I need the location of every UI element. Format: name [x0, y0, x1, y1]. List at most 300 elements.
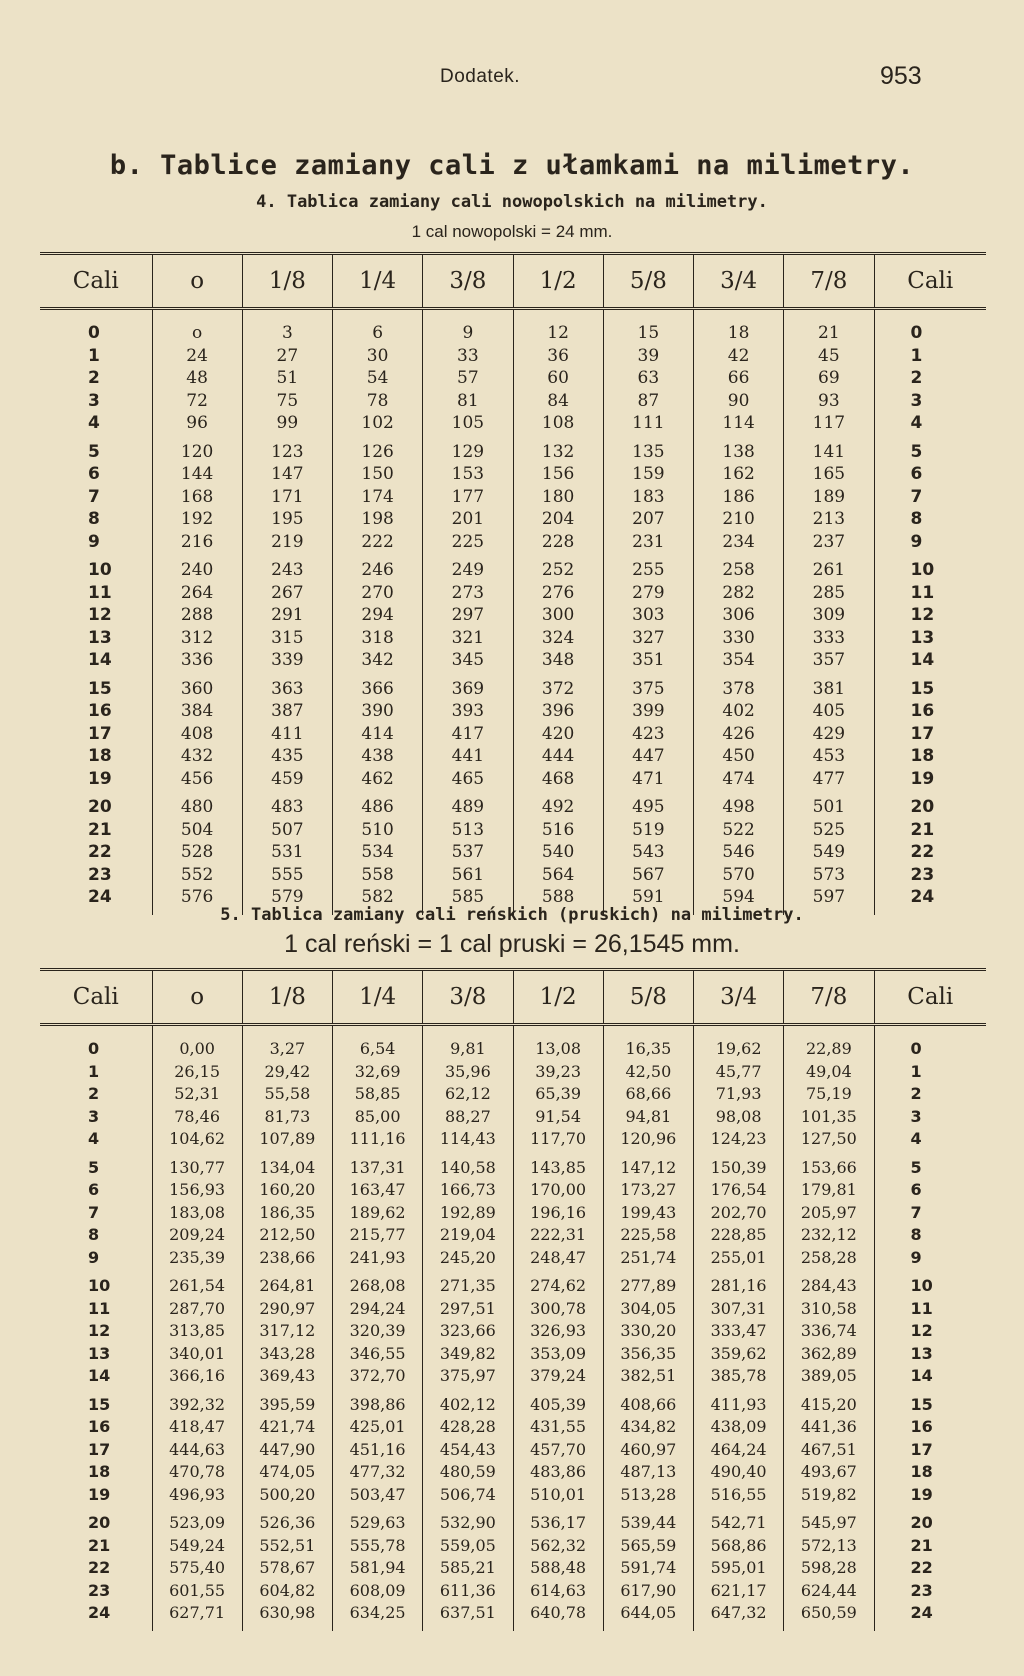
table5-column-header: 1/4	[333, 970, 423, 1025]
table4-column-header: Cali	[874, 254, 986, 309]
table-cell: 144	[152, 463, 242, 486]
table-cell: 408	[152, 723, 242, 746]
table-cell: 13,08	[513, 1025, 603, 1061]
table-cell: 425,01	[333, 1416, 423, 1439]
table-row	[40, 1461, 986, 1484]
table-cell: 138	[694, 435, 784, 464]
table-cell: 252	[513, 553, 603, 582]
table-cell: 49,04	[784, 1061, 874, 1084]
table-cell: 9,81	[423, 1025, 513, 1061]
table-cell: 477	[784, 768, 874, 791]
table-row	[40, 1580, 986, 1603]
table-row	[40, 345, 986, 368]
table-cell: 519,82	[784, 1484, 874, 1507]
table-cell: 270	[333, 582, 423, 605]
table-cell: 559,05	[423, 1535, 513, 1558]
table-cell: 52,31	[152, 1083, 242, 1106]
table-cell: 96	[152, 412, 242, 435]
table-cell: 614,63	[513, 1580, 603, 1603]
table-cell: 369,43	[242, 1365, 332, 1388]
table-cell: 248,47	[513, 1247, 603, 1270]
table-cell: 356,35	[603, 1343, 693, 1366]
row-label-left: 1	[40, 1061, 152, 1084]
row-label-right: 21	[910, 1535, 933, 1555]
table-cell: 156,93	[152, 1179, 242, 1202]
row-label-left: 20	[40, 1506, 152, 1535]
table-cell: 6,54	[333, 1025, 423, 1061]
table5-column-header: 3/4	[694, 970, 784, 1025]
table-cell: 420	[513, 723, 603, 746]
table-cell: 134,04	[242, 1151, 332, 1180]
row-label-left: 16	[40, 1416, 152, 1439]
table-cell: 549,24	[152, 1535, 242, 1558]
table-cell: 470,78	[152, 1461, 242, 1484]
row-label-left: 1	[40, 345, 152, 368]
table-cell: 258,28	[784, 1247, 874, 1270]
table-cell: 459	[242, 768, 332, 791]
table-cell: 241,93	[333, 1247, 423, 1270]
table5-body	[40, 1025, 986, 1631]
table-cell: 477,32	[333, 1461, 423, 1484]
table-cell: 588,48	[513, 1557, 603, 1580]
table-cell: 327	[603, 627, 693, 650]
row-label-right: 12	[910, 1321, 933, 1341]
table-cell: 120,96	[603, 1128, 693, 1151]
table-row	[40, 745, 986, 768]
table-cell: 498	[694, 790, 784, 819]
table-cell: 360	[152, 672, 242, 701]
table-cell: 33	[423, 345, 513, 368]
table-cell: 255	[603, 553, 693, 582]
table-row	[40, 1365, 986, 1388]
table-row	[40, 435, 986, 464]
table5-column-header: 3/8	[423, 970, 513, 1025]
table-cell: 198	[333, 508, 423, 531]
table-cell: 87	[603, 390, 693, 413]
table-cell: 189,62	[333, 1202, 423, 1225]
row-label-left: 14	[40, 649, 152, 672]
table-cell: 58,85	[333, 1083, 423, 1106]
table-cell: 513	[423, 819, 513, 842]
table-row	[40, 1484, 986, 1507]
table-cell: 309	[784, 604, 874, 627]
table-cell: 576	[152, 886, 242, 915]
table-cell: 323,66	[423, 1320, 513, 1343]
table-cell: 510	[333, 819, 423, 842]
table5-column-header: Cali	[874, 970, 986, 1025]
table-cell: 317,12	[242, 1320, 332, 1343]
table-cell: 471	[603, 768, 693, 791]
table-cell: 346,55	[333, 1343, 423, 1366]
table-cell: 290,97	[242, 1298, 332, 1321]
table-row	[40, 1224, 986, 1247]
row-label-right: 6	[910, 464, 923, 485]
table-cell: 75,19	[784, 1083, 874, 1106]
table5-title: 5. Tablica zamiany cali reńskich (pruskich) na milimetry.	[220, 905, 804, 925]
table-cell: 156	[513, 463, 603, 486]
table-cell: 171	[242, 486, 332, 509]
table-row	[40, 723, 986, 746]
table-cell: 183,08	[152, 1202, 242, 1225]
table-cell: 399	[603, 700, 693, 723]
table-cell: 108	[513, 412, 603, 435]
table-cell: 19,62	[694, 1025, 784, 1061]
table-cell: 392,32	[152, 1388, 242, 1417]
row-label-left: 8	[40, 1224, 152, 1247]
table-cell: 532,90	[423, 1506, 513, 1535]
table-cell: 279	[603, 582, 693, 605]
table-cell: 447,90	[242, 1439, 332, 1462]
table-cell: 267	[242, 582, 332, 605]
table-cell: 300	[513, 604, 603, 627]
table-cell: 366,16	[152, 1365, 242, 1388]
table-row	[40, 604, 986, 627]
table-cell: 441	[423, 745, 513, 768]
table-cell: 68,66	[603, 1083, 693, 1106]
table-cell: 9	[423, 309, 513, 345]
table-cell: 601,55	[152, 1580, 242, 1603]
table-cell: 545,97	[784, 1506, 874, 1535]
row-label-right: 4	[910, 1129, 922, 1149]
row-label-left: 13	[40, 627, 152, 650]
table-cell: 210	[694, 508, 784, 531]
table-cell: 274,62	[513, 1269, 603, 1298]
table-cell: 189	[784, 486, 874, 509]
table5-column-header: 1/8	[242, 970, 332, 1025]
table4-title: 4. Tablica zamiany cali nowopolskich na milimetry.	[256, 192, 768, 212]
table-cell: 291	[242, 604, 332, 627]
table-cell: 183	[603, 486, 693, 509]
table-cell: 195	[242, 508, 332, 531]
table-cell: 225,58	[603, 1224, 693, 1247]
table-cell: 382,51	[603, 1365, 693, 1388]
table-cell: 32,69	[333, 1061, 423, 1084]
table-cell: 163,47	[333, 1179, 423, 1202]
table-cell: 268,08	[333, 1269, 423, 1298]
table-cell: 396	[513, 700, 603, 723]
table5-column-header: 5/8	[603, 970, 693, 1025]
table-cell: 312	[152, 627, 242, 650]
table-cell: 36	[513, 345, 603, 368]
table-cell: 264,81	[242, 1269, 332, 1298]
row-label-left: 18	[40, 745, 152, 768]
table-cell: 326,93	[513, 1320, 603, 1343]
row-label-right: 2	[910, 368, 923, 389]
table5-header-row	[40, 970, 986, 1025]
table-cell: 637,51	[423, 1602, 513, 1631]
table-row	[40, 1061, 986, 1084]
row-label-left: 15	[40, 672, 152, 701]
row-label-right: 2	[910, 1084, 922, 1104]
table-row	[40, 1343, 986, 1366]
table-cell: 30	[333, 345, 423, 368]
row-label-right: 16	[910, 701, 935, 722]
row-label-left: 15	[40, 1388, 152, 1417]
table-cell: 608,09	[333, 1580, 423, 1603]
table-cell: 3	[242, 309, 332, 345]
row-label-right: 3	[910, 390, 923, 411]
table-row	[40, 1179, 986, 1202]
row-label-right: 24	[910, 1603, 933, 1623]
row-label-left: 18	[40, 1461, 152, 1484]
table-cell: 237	[784, 531, 874, 554]
table-cell: 251,74	[603, 1247, 693, 1270]
table-cell: 137,31	[333, 1151, 423, 1180]
table-row	[40, 819, 986, 842]
table-cell: 196,16	[513, 1202, 603, 1225]
table4-header-row	[40, 254, 986, 309]
table-cell: 447	[603, 745, 693, 768]
row-label-right: 23	[910, 1580, 933, 1600]
table-cell: 408,66	[603, 1388, 693, 1417]
table-cell: 640,78	[513, 1602, 603, 1631]
table-cell: 258	[694, 553, 784, 582]
row-label-right: 19	[910, 768, 935, 789]
table-cell: 438,09	[694, 1416, 784, 1439]
table-cell: 201	[423, 508, 513, 531]
table-cell: 27	[242, 345, 332, 368]
table-row	[40, 309, 986, 345]
table-cell: 179,81	[784, 1179, 874, 1202]
row-label-right: 20	[910, 797, 935, 818]
table-row	[40, 627, 986, 650]
table-cell: 565,59	[603, 1535, 693, 1558]
table-cell: 504	[152, 819, 242, 842]
table4-column-header: 7/8	[784, 254, 874, 309]
table-cell: 393	[423, 700, 513, 723]
table-cell: 170,00	[513, 1179, 603, 1202]
table-cell: 503,47	[333, 1484, 423, 1507]
table-cell: 480,59	[423, 1461, 513, 1484]
table-cell: 526,36	[242, 1506, 332, 1535]
table-cell: 307,31	[694, 1298, 784, 1321]
section-title: b. Tablice zamiany cali z ułamkami na milimetry.	[109, 150, 915, 181]
table-cell: 611,36	[423, 1580, 513, 1603]
table-cell: 207	[603, 508, 693, 531]
table-cell: 192	[152, 508, 242, 531]
row-label-right: 20	[910, 1513, 933, 1533]
row-label-right: 16	[910, 1417, 933, 1437]
row-label-right: 7	[910, 1202, 922, 1222]
table-cell: 320,39	[333, 1320, 423, 1343]
row-label-left: 23	[40, 864, 152, 887]
row-label-left: 5	[40, 435, 152, 464]
table-cell: 65,39	[513, 1083, 603, 1106]
table-cell: 143,85	[513, 1151, 603, 1180]
table-cell: 647,32	[694, 1602, 784, 1631]
row-label-left: 9	[40, 531, 152, 554]
table-cell: 474	[694, 768, 784, 791]
table4-column-header: 1/8	[242, 254, 332, 309]
table-row	[40, 553, 986, 582]
table-cell: 180	[513, 486, 603, 509]
table-row	[40, 1083, 986, 1106]
table-cell: 99	[242, 412, 332, 435]
table-cell: 72	[152, 390, 242, 413]
table-cell: 429	[784, 723, 874, 746]
table-cell: 546	[694, 841, 784, 864]
table-cell: 428,28	[423, 1416, 513, 1439]
table-cell: 216	[152, 531, 242, 554]
table-cell: 51	[242, 367, 332, 390]
table-cell: 650,59	[784, 1602, 874, 1631]
table-row	[40, 531, 986, 554]
row-label-left: 21	[40, 1535, 152, 1558]
table-cell: 540	[513, 841, 603, 864]
table-row	[40, 1151, 986, 1180]
table-cell: 75	[242, 390, 332, 413]
table-cell: 173,27	[603, 1179, 693, 1202]
table-cell: 567	[603, 864, 693, 887]
row-label-right: 0	[910, 323, 923, 344]
table4-column-header: 5/8	[603, 254, 693, 309]
table-cell: 457,70	[513, 1439, 603, 1462]
table5-column-header: Cali	[40, 970, 152, 1025]
table-cell: 489	[423, 790, 513, 819]
table-cell: 238,66	[242, 1247, 332, 1270]
table-cell: 531	[242, 841, 332, 864]
table-cell: 456	[152, 768, 242, 791]
table-cell: 232,12	[784, 1224, 874, 1247]
table-cell: 579	[242, 886, 332, 915]
table-cell: 78,46	[152, 1106, 242, 1129]
table-cell: 222	[333, 531, 423, 554]
table-cell: 6	[333, 309, 423, 345]
table-cell: 336	[152, 649, 242, 672]
table-cell: 54	[333, 367, 423, 390]
table-cell: 487,13	[603, 1461, 693, 1484]
table-cell: 529,63	[333, 1506, 423, 1535]
table-cell: 516	[513, 819, 603, 842]
table-cell: 575,40	[152, 1557, 242, 1580]
row-label-right: 19	[910, 1484, 933, 1504]
table-cell: 405,39	[513, 1388, 603, 1417]
table-cell: 107,89	[242, 1128, 332, 1151]
table-cell: 595,01	[694, 1557, 784, 1580]
table-row	[40, 412, 986, 435]
row-label-left: 24	[40, 886, 152, 915]
table5-subtitle: 1 cal reński = 1 cal pruski = 26,1545 mm.	[284, 930, 740, 958]
table-cell: 209,24	[152, 1224, 242, 1247]
table-cell: 130,77	[152, 1151, 242, 1180]
table-cell: 264	[152, 582, 242, 605]
table-cell: 21	[784, 309, 874, 345]
table-cell: 634,25	[333, 1602, 423, 1631]
table-cell: 166,73	[423, 1179, 513, 1202]
table-cell: 372,70	[333, 1365, 423, 1388]
table-cell: 120	[152, 435, 242, 464]
table-cell: 245,20	[423, 1247, 513, 1270]
table4-column-header: 3/4	[694, 254, 784, 309]
table-cell: 525	[784, 819, 874, 842]
row-label-left: 17	[40, 723, 152, 746]
row-label-left: 0	[40, 309, 152, 345]
table-cell: 324	[513, 627, 603, 650]
table-cell: 277,89	[603, 1269, 693, 1298]
running-title: Dodatek.	[440, 66, 521, 87]
row-label-left: 3	[40, 390, 152, 413]
row-label-right: 14	[910, 1366, 933, 1386]
table4-column-header: 1/4	[333, 254, 423, 309]
table4-column-header: 3/8	[423, 254, 513, 309]
table-cell: 284,43	[784, 1269, 874, 1298]
table-cell: 276	[513, 582, 603, 605]
table-cell: 333	[784, 627, 874, 650]
table-cell: 199,43	[603, 1202, 693, 1225]
table-cell: 354	[694, 649, 784, 672]
table-cell: 549	[784, 841, 874, 864]
table-cell: 90	[694, 390, 784, 413]
table-cell: 454,43	[423, 1439, 513, 1462]
table-cell: 402	[694, 700, 784, 723]
row-label-right: 11	[910, 1298, 933, 1318]
table-cell: 486	[333, 790, 423, 819]
table-row	[40, 1388, 986, 1417]
table-cell: 390	[333, 700, 423, 723]
table-cell: 168	[152, 486, 242, 509]
table-cell: 423	[603, 723, 693, 746]
row-label-right: 22	[910, 1558, 933, 1578]
table-cell: 91,54	[513, 1106, 603, 1129]
row-label-left: 22	[40, 1557, 152, 1580]
table5	[40, 968, 986, 1631]
table-cell: 349,82	[423, 1343, 513, 1366]
table-cell: 555	[242, 864, 332, 887]
table-row	[40, 1506, 986, 1535]
table-cell: 398,86	[333, 1388, 423, 1417]
table-row	[40, 768, 986, 791]
table-cell: 111	[603, 412, 693, 435]
table-cell: 294,24	[333, 1298, 423, 1321]
table-cell: 627,71	[152, 1602, 242, 1631]
table-cell: 35,96	[423, 1061, 513, 1084]
row-label-left: 9	[40, 1247, 152, 1270]
row-label-left: 23	[40, 1580, 152, 1603]
table-cell: 297,51	[423, 1298, 513, 1321]
table-cell: 174	[333, 486, 423, 509]
table-cell: 212,50	[242, 1224, 332, 1247]
table-cell: 585	[423, 886, 513, 915]
row-label-left: 7	[40, 486, 152, 509]
table5-column-header: o	[152, 970, 242, 1025]
row-label-left: 16	[40, 700, 152, 723]
table-cell: 240	[152, 553, 242, 582]
table-cell: 345	[423, 649, 513, 672]
row-label-left: 17	[40, 1439, 152, 1462]
row-label-right: 22	[910, 842, 935, 863]
row-label-left: 4	[40, 1128, 152, 1151]
table-cell: 435	[242, 745, 332, 768]
table-cell: 18	[694, 309, 784, 345]
table-cell: 523,09	[152, 1506, 242, 1535]
table-cell: 363	[242, 672, 332, 701]
table-cell: 460,97	[603, 1439, 693, 1462]
table-cell: 552,51	[242, 1535, 332, 1558]
table-cell: 22,89	[784, 1025, 874, 1061]
row-label-left: 24	[40, 1602, 152, 1631]
row-label-left: 22	[40, 841, 152, 864]
table-cell: 321	[423, 627, 513, 650]
table-cell: 124,23	[694, 1128, 784, 1151]
table-cell: 490,40	[694, 1461, 784, 1484]
table-cell: 117,70	[513, 1128, 603, 1151]
table-cell: 88,27	[423, 1106, 513, 1129]
table-cell: 101,35	[784, 1106, 874, 1129]
row-label-right: 12	[910, 605, 935, 626]
table-row	[40, 841, 986, 864]
row-label-left: 8	[40, 508, 152, 531]
table-cell: 630,98	[242, 1602, 332, 1631]
